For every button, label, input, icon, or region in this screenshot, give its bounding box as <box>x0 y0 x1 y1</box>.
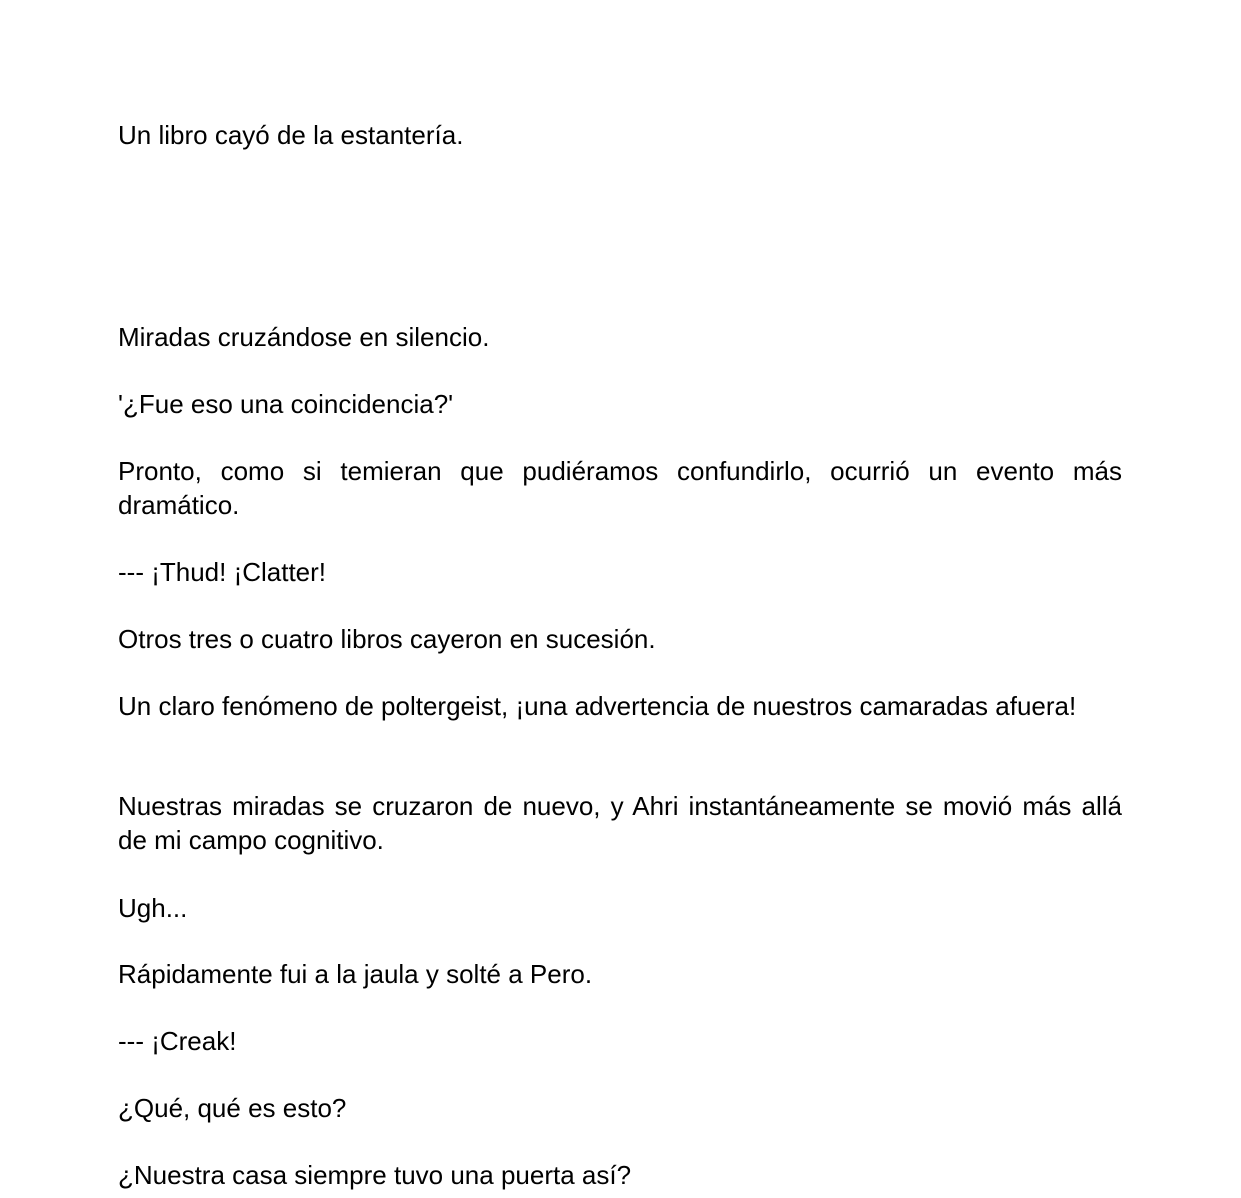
paragraph: --- ¡Creak! <box>118 1026 237 1056</box>
paragraph: Nuestras miradas se cruzaron de nuevo, y Ahri instantáneamente se movió más allá de mi campo cognitivo. <box>118 791 1122 855</box>
paragraph: --- ¡Thud! ¡Clatter! <box>118 557 327 587</box>
paragraph: Rápidamente fui a la jaula y solté a Pero. <box>118 959 593 989</box>
paragraph: '¿Fue eso una coincidencia?' <box>118 389 454 419</box>
paragraph: ¿Qué, qué es esto? <box>118 1093 347 1123</box>
paragraph: Miradas cruzándose en silencio. <box>118 322 490 352</box>
paragraph: Un libro cayó de la estantería. <box>118 120 464 150</box>
paragraph: Pronto, como si temieran que pudiéramos confundirlo, ocurrió un evento más dramático. <box>118 456 1122 520</box>
paragraph: Un claro fenómeno de poltergeist, ¡una advertencia de nuestros camaradas afuera! <box>118 691 1077 721</box>
paragraph: ¿Nuestra casa siempre tuvo una puerta así? <box>118 1160 632 1190</box>
paragraph: Ugh... <box>118 893 188 923</box>
paragraph: Otros tres o cuatro libros cayeron en sucesión. <box>118 624 656 654</box>
